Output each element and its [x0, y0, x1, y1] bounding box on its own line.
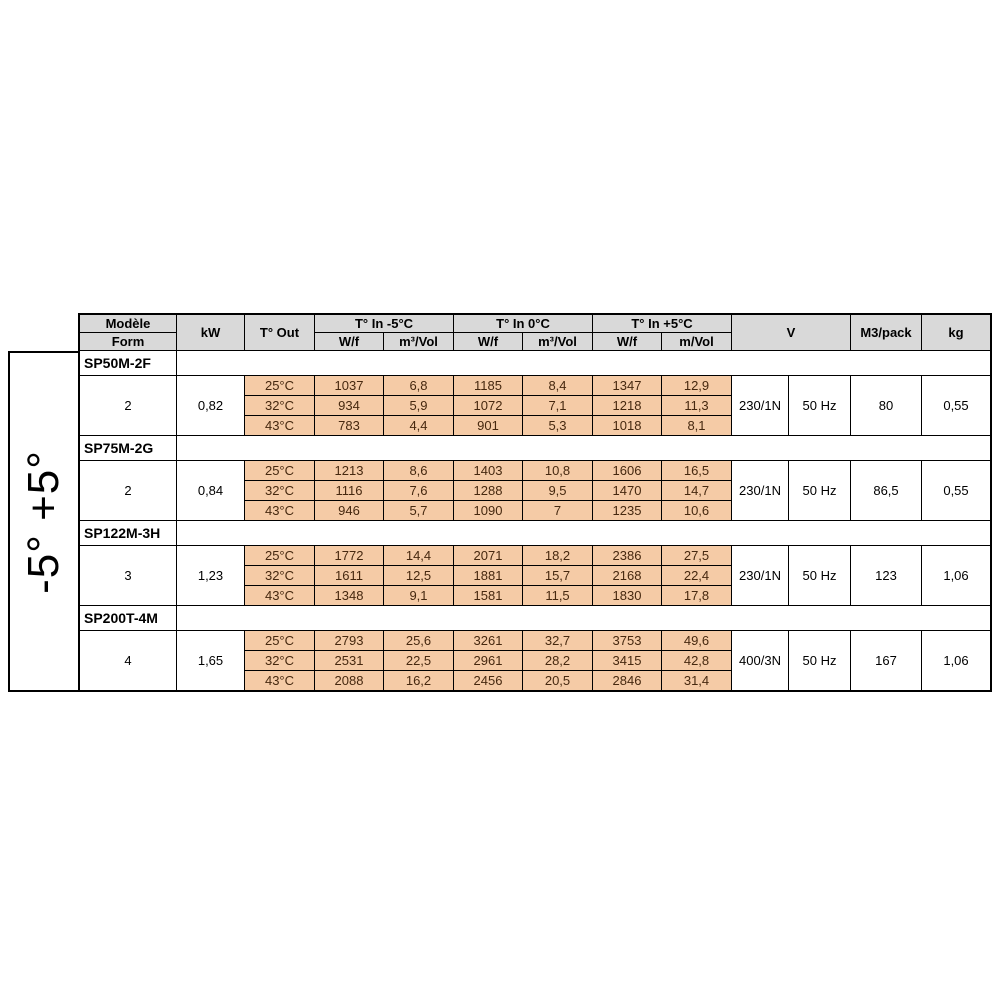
value-cell: 3753: [593, 631, 661, 650]
value-cell: 14,4: [384, 546, 453, 565]
value-cell: 16,2: [384, 671, 453, 690]
frequency-cell: 50 Hz: [789, 546, 850, 605]
value-cell: 11,3: [662, 396, 731, 415]
header-m3vol-0: m³/Vol: [523, 333, 592, 350]
header-wf-0: W/f: [454, 333, 522, 350]
value-cell: 27,5: [662, 546, 731, 565]
model-name-cell: SP122M-3H: [80, 521, 176, 545]
model-name-cell: SP75M-2G: [80, 436, 176, 460]
value-cell: 2961: [454, 651, 522, 670]
model-row-spacer: [177, 606, 990, 630]
header-m3-pack: M3/pack: [851, 315, 921, 350]
t-out-cell: 25°C: [245, 546, 314, 565]
value-cell: 22,4: [662, 566, 731, 585]
kg-cell: 1,06: [922, 546, 990, 605]
value-cell: 7: [523, 501, 592, 520]
value-cell: 20,5: [523, 671, 592, 690]
value-cell: 1072: [454, 396, 522, 415]
header-t-in-0: T° In 0°C: [454, 315, 592, 332]
value-cell: 1347: [593, 376, 661, 395]
value-cell: 8,6: [384, 461, 453, 480]
header-mvol-plus5: m/Vol: [662, 333, 731, 350]
value-cell: 5,3: [523, 416, 592, 435]
t-out-cell: 43°C: [245, 416, 314, 435]
header-v: V: [732, 315, 850, 350]
value-cell: 1403: [454, 461, 522, 480]
value-cell: 9,5: [523, 481, 592, 500]
t-out-cell: 25°C: [245, 461, 314, 480]
value-cell: 12,9: [662, 376, 731, 395]
value-cell: 14,7: [662, 481, 731, 500]
t-out-cell: 43°C: [245, 586, 314, 605]
value-cell: 2846: [593, 671, 661, 690]
value-cell: 1090: [454, 501, 522, 520]
value-cell: 1018: [593, 416, 661, 435]
frequency-cell: 50 Hz: [789, 376, 850, 435]
model-name-cell: SP50M-2F: [80, 351, 176, 375]
value-cell: 22,5: [384, 651, 453, 670]
value-cell: 1581: [454, 586, 522, 605]
form-cell: 4: [80, 631, 176, 690]
value-cell: 17,8: [662, 586, 731, 605]
header-wf-plus5: W/f: [593, 333, 661, 350]
value-cell: 2456: [454, 671, 522, 690]
header-modele: Modèle: [80, 315, 176, 332]
value-cell: 6,8: [384, 376, 453, 395]
value-cell: 1606: [593, 461, 661, 480]
t-out-cell: 32°C: [245, 566, 314, 585]
value-cell: 1470: [593, 481, 661, 500]
model-row-spacer: [177, 436, 990, 460]
value-cell: 18,2: [523, 546, 592, 565]
value-cell: 28,2: [523, 651, 592, 670]
header-t-out: T° Out: [245, 315, 314, 350]
header-kw: kW: [177, 315, 244, 350]
m3-pack-cell: 123: [851, 546, 921, 605]
value-cell: 8,4: [523, 376, 592, 395]
value-cell: 1218: [593, 396, 661, 415]
value-cell: 934: [315, 396, 383, 415]
value-cell: 42,8: [662, 651, 731, 670]
value-cell: 12,5: [384, 566, 453, 585]
frequency-cell: 50 Hz: [789, 461, 850, 520]
value-cell: 3415: [593, 651, 661, 670]
temperature-range-box: [8, 351, 80, 692]
value-cell: 7,1: [523, 396, 592, 415]
t-out-cell: 25°C: [245, 376, 314, 395]
t-out-cell: 43°C: [245, 501, 314, 520]
t-out-cell: 43°C: [245, 671, 314, 690]
value-cell: 2168: [593, 566, 661, 585]
temperature-range-label: -5° +5°: [19, 449, 68, 594]
kg-cell: 0,55: [922, 461, 990, 520]
voltage-cell: 230/1N: [732, 376, 788, 435]
kw-cell: 0,84: [177, 461, 244, 520]
value-cell: 11,5: [523, 586, 592, 605]
value-cell: 10,6: [662, 501, 731, 520]
voltage-cell: 230/1N: [732, 546, 788, 605]
value-cell: 3261: [454, 631, 522, 650]
value-cell: 783: [315, 416, 383, 435]
value-cell: 1037: [315, 376, 383, 395]
value-cell: 5,7: [384, 501, 453, 520]
value-cell: 25,6: [384, 631, 453, 650]
kg-cell: 0,55: [922, 376, 990, 435]
header-form: Form: [80, 333, 176, 350]
value-cell: 1213: [315, 461, 383, 480]
value-cell: 9,1: [384, 586, 453, 605]
value-cell: 2531: [315, 651, 383, 670]
kw-cell: 1,65: [177, 631, 244, 690]
value-cell: 2386: [593, 546, 661, 565]
kw-cell: 0,82: [177, 376, 244, 435]
value-cell: 2793: [315, 631, 383, 650]
value-cell: 946: [315, 501, 383, 520]
header-kg: kg: [922, 315, 990, 350]
kw-cell: 1,23: [177, 546, 244, 605]
model-row-spacer: [177, 521, 990, 545]
value-cell: 7,6: [384, 481, 453, 500]
value-cell: 1235: [593, 501, 661, 520]
t-out-cell: 32°C: [245, 481, 314, 500]
voltage-cell: 400/3N: [732, 631, 788, 690]
value-cell: 1116: [315, 481, 383, 500]
frequency-cell: 50 Hz: [789, 631, 850, 690]
form-cell: 2: [80, 376, 176, 435]
form-cell: 2: [80, 461, 176, 520]
value-cell: 31,4: [662, 671, 731, 690]
value-cell: 1348: [315, 586, 383, 605]
t-out-cell: 25°C: [245, 631, 314, 650]
value-cell: 49,6: [662, 631, 731, 650]
spec-table: [78, 313, 992, 692]
value-cell: 32,7: [523, 631, 592, 650]
value-cell: 10,8: [523, 461, 592, 480]
form-cell: 3: [80, 546, 176, 605]
value-cell: 4,4: [384, 416, 453, 435]
value-cell: 2088: [315, 671, 383, 690]
voltage-cell: 230/1N: [732, 461, 788, 520]
value-cell: 2071: [454, 546, 522, 565]
header-t-in-minus5: T° In -5°C: [315, 315, 453, 332]
header-m3vol-minus5: m³/Vol: [384, 333, 453, 350]
value-cell: 901: [454, 416, 522, 435]
value-cell: 1611: [315, 566, 383, 585]
value-cell: 1830: [593, 586, 661, 605]
value-cell: 1881: [454, 566, 522, 585]
t-out-cell: 32°C: [245, 651, 314, 670]
value-cell: 1288: [454, 481, 522, 500]
m3-pack-cell: 86,5: [851, 461, 921, 520]
kg-cell: 1,06: [922, 631, 990, 690]
header-t-in-plus5: T° In +5°C: [593, 315, 731, 332]
value-cell: 1772: [315, 546, 383, 565]
value-cell: 16,5: [662, 461, 731, 480]
header-wf-minus5: W/f: [315, 333, 383, 350]
m3-pack-cell: 167: [851, 631, 921, 690]
model-name-cell: SP200T-4M: [80, 606, 176, 630]
t-out-cell: 32°C: [245, 396, 314, 415]
m3-pack-cell: 80: [851, 376, 921, 435]
value-cell: 15,7: [523, 566, 592, 585]
value-cell: 1185: [454, 376, 522, 395]
value-cell: 5,9: [384, 396, 453, 415]
value-cell: 8,1: [662, 416, 731, 435]
model-row-spacer: [177, 351, 990, 375]
